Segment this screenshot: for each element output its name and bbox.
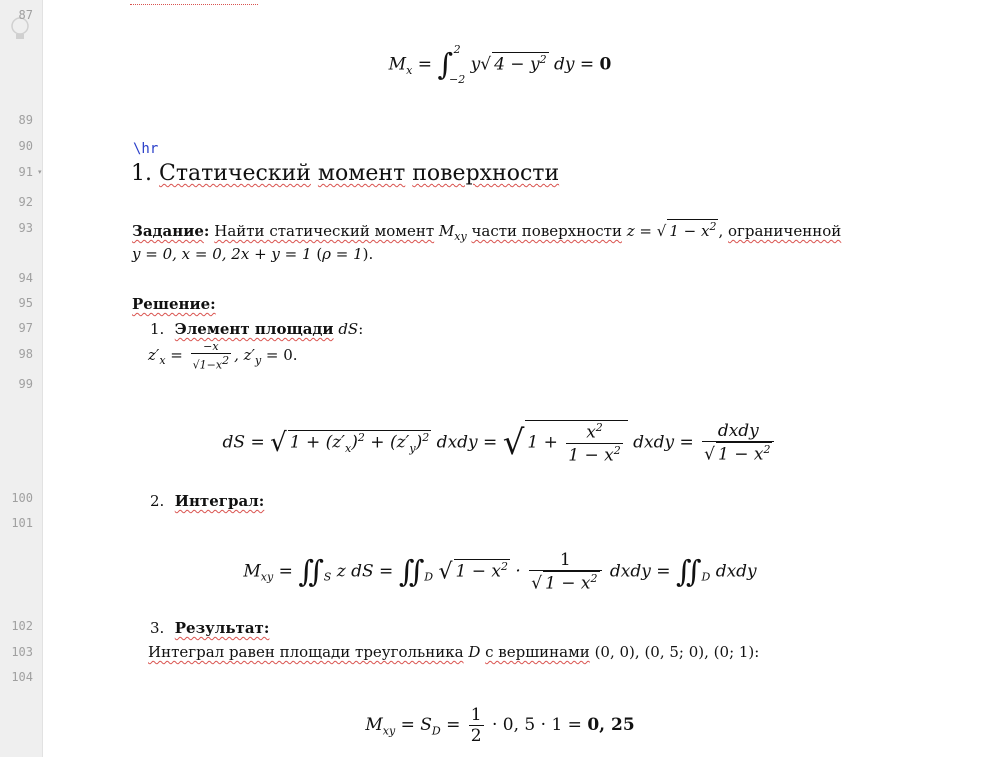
line-number: 89: [18, 113, 33, 127]
solution-label: Решение:: [132, 295, 216, 313]
line-number: 99: [18, 377, 33, 391]
spellcheck-fragment: [130, 0, 258, 5]
line-number: 92: [18, 195, 33, 209]
line-number: 95: [18, 296, 33, 310]
line-number: 94: [18, 271, 33, 285]
equation-mxy-integral: $M_{xy}$ = $∬_S$ z dS = $∬_D$ √ $1 - x^2$ · $\frac{1}{√ 1 - x^2}$ dxdy = $∬_D$ dxdy: [243, 550, 757, 594]
step-2: 2. Интеграл:: [150, 492, 265, 510]
section-heading: 1. Статический момент поверхности: [131, 161, 560, 186]
line-number: 90: [18, 139, 33, 153]
line-number: 97: [18, 321, 33, 335]
equation-ds: dS = √ $1 + (z'_x)^2 + (z'_y)^2$ dxdy = √ 1 + $\frac{x^2}{1 - x^2}$ dxdy = $\frac{\text{dxdy}}{√ 1 - x^2}$: [0, 420, 1000, 465]
equation-mx: $M_x$ = ∫ 2 −2 y√ $4 - y^2$ dy = 0: [388, 43, 612, 87]
derivatives: $z'_x$ = $\frac{-x}{√1-x^2}$ , $z'_y = 0$.: [148, 340, 298, 372]
line-number: 101: [11, 516, 33, 530]
equation-result: $M_{xy} = S_D$ = $\frac{1}{2}$ · 0, 5 · 1 = 0, 25: [365, 705, 635, 746]
task-paragraph: Задание: Найти статический момент $M_{xy}$ части поверхности z = √ $1 - x^2$ , ограниченной: [132, 220, 842, 243]
line-number: 91: [18, 165, 33, 179]
step-1: 1. Элемент площади dS:: [150, 320, 364, 338]
step-3-text: Интеграл равен площади треугольника D с вершинами (0, 0), (0, 5; 0), (0; 1):: [148, 643, 760, 661]
task-constraints: y = 0, x = 0, 2x + y = 1 (ρ = 1).: [132, 245, 374, 263]
line-number: 98: [18, 347, 33, 361]
line-number: 104: [11, 670, 33, 684]
fold-toggle-icon[interactable]: ▾: [38, 168, 42, 176]
line-number: 87: [18, 8, 33, 22]
line-number: 103: [11, 645, 33, 659]
line-number: 102: [11, 619, 33, 633]
line-number: 93: [18, 221, 33, 235]
hr-command[interactable]: \hr: [133, 141, 159, 157]
line-number: 100: [11, 491, 33, 505]
step-3: 3. Результат:: [150, 619, 270, 637]
